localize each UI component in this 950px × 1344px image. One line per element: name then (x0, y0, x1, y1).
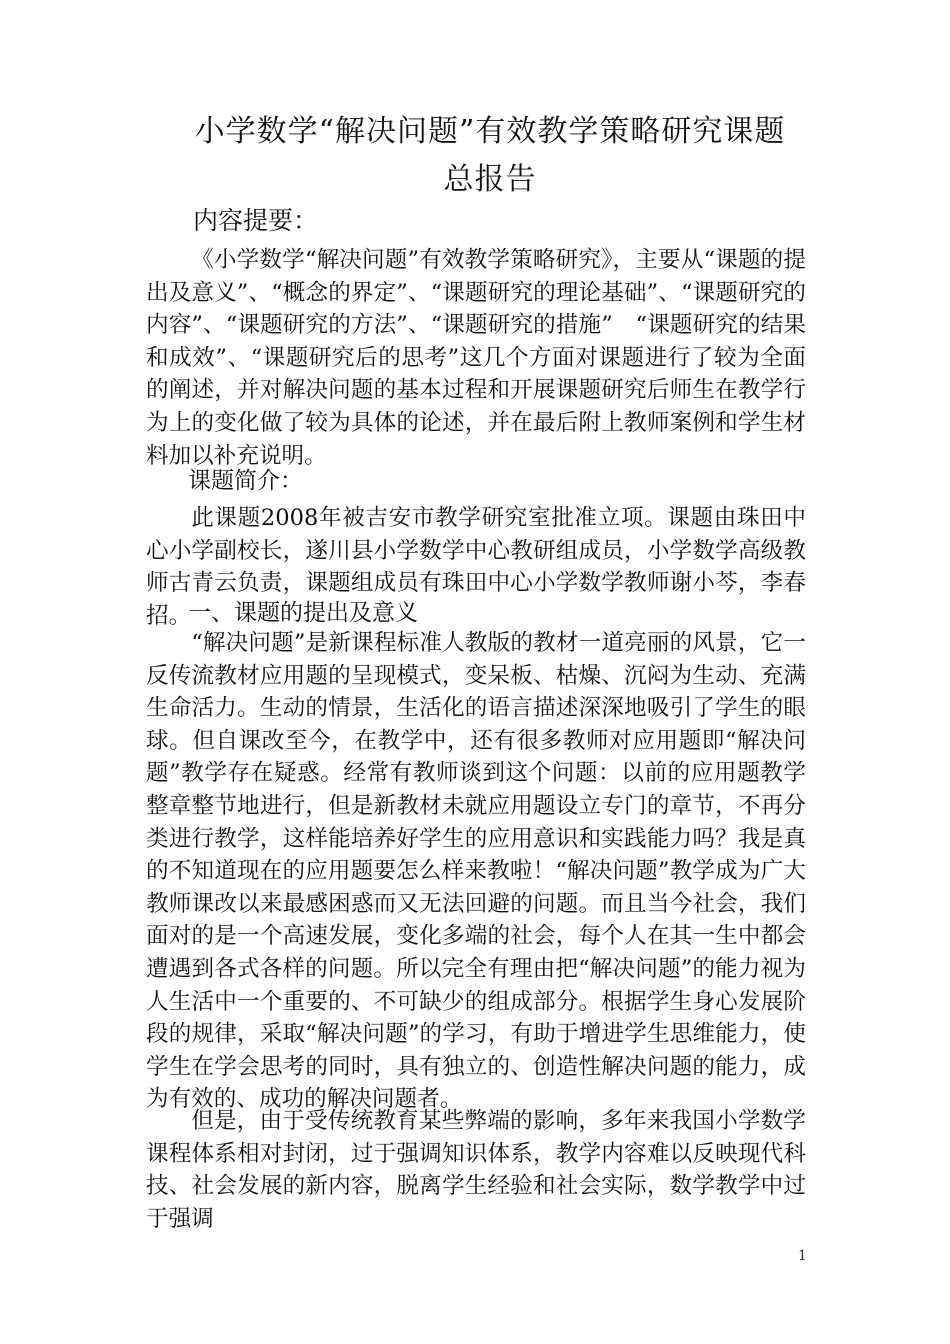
document-subtitle: 总报告 (443, 162, 537, 197)
intro-paragraph: 此课题2008年被吉安市教学研究室批准立项。课题由珠田中心小学副校长，遂川县小学数学中心教研组成员，小学数学高级教师古青云负责，课题组成员有珠田中心小学数学教师谢小芩，李春招。 (146, 505, 806, 629)
section1-paragraph-2: 但是，由于受传统教育某些弊端的影响，多年来我国小学数学课程体系相对封闭，过于强调知识体系，教学内容难以反映现代科技、社会发展的新内容，脱离学生经验和社会实际，数学教学中过于强调 (146, 1108, 806, 1232)
summary-paragraph: 《小学数学“解决问题”有效教学策略研究》，主要从“课题的提出及意义”、“概念的界定”、“课题研究的理论基础”、“课题研究的内容”、“课题研究的方法”、“课题研究的措施” “课题研究的结果和成效”、“课题研究后的思考”这几个方面对课题进行了较为全面的阐述，并对解决问题的基本过程和开展课题研究后师生在教学行为上的变化做了较为具体的论述，并在最后附上教师案例和学生材料加以补充说明。 (146, 247, 806, 469)
intro-heading: 课题简介： (188, 468, 303, 494)
section1-heading: 一、课题的提出及意义 (188, 600, 418, 626)
section1-paragraph-1: “解决问题”是新课程标准人教版的教材一道亮丽的风景，它一反传流教材应用题的呈现模式，变呆板、枯燥、沉闷为生动、充满生命活力。生动的情景，生活化的语言描述深深地吸引了学生的眼球。但自课改至今，在教学中，还有很多教师对应用题即“解决问题”教学存在疑惑。经常有教师谈到这个问题：以前的应用题教学整章整节地进行，但是新教材未就应用题设立专门的章节，不再分类进行教学，这样能培养好学生的应用意识和实践能力吗？我是真的不知道现在的应用题要怎么样来教啦！“解决问题”教学成为广大教师课改以来最感困惑而又无法回避的问题。而且当今社会，我们面对的是一个高速发展，变化多端的社会，每个人在其一生中都会遭遇到各式各样的问题。所以完全有理由把“解决问题”的能力视为人生活中一个重要的、不可缺少的组成部分。根据学生身心发展阶段的规律，采取“解决问题”的学习，有助于增进学生思维能力，使学生在学会思考的同时，具有独立的、创造性解决问题的能力，成为有效的、成功的解决问题者。 (146, 630, 806, 1113)
document-title: 小学数学“解决问题”有效教学策略研究课题 (194, 114, 786, 149)
page-number: 1 (798, 1248, 807, 1264)
summary-heading: 内容提要： (193, 206, 319, 235)
